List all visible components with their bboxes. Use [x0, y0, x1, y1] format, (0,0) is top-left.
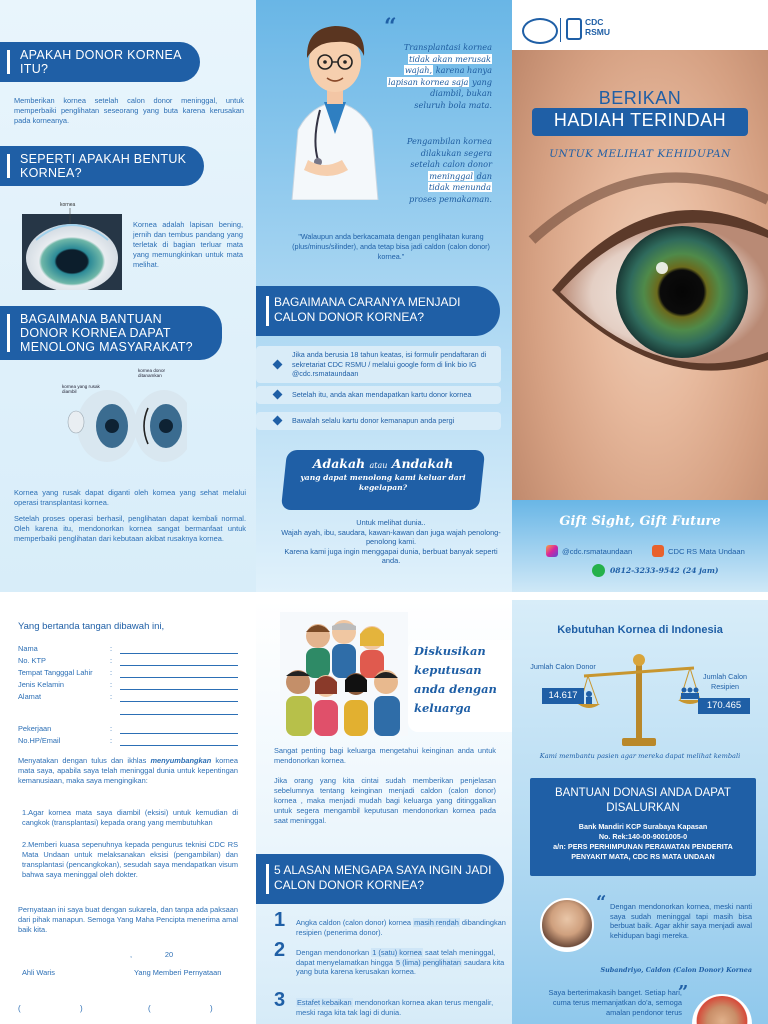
testimonial-photo-avatar	[540, 898, 594, 952]
recipient-count: 170.465	[698, 698, 750, 714]
step-bullet-icon	[273, 359, 283, 369]
sig-declarant-paren-open: (	[148, 1004, 151, 1013]
whatsapp-icon	[592, 564, 605, 577]
step-bullet-icon	[273, 390, 283, 400]
cover-subtitle: UNTUK MELIHAT KEHIDUPAN	[549, 148, 731, 160]
testimonial-2: Saya berterimakasih banget. Setiap hari, cuma terus memanjatkan do'a, semoga amalan pendonor terus	[548, 988, 682, 1017]
cover-tagline: Gift Sight, Gift Future	[559, 514, 721, 529]
reasons-heading-bar	[256, 854, 504, 904]
sig-label-heir: Ahli Waris	[22, 968, 55, 977]
form-row-ttl[interactable]: Tempat Tangggal Lahir :	[18, 668, 238, 680]
banner-text: Adakah atau Andakah yang dapat menolong kami keluar dari kegelapan?	[300, 456, 466, 492]
heading-what-is: APAKAH DONOR KORNEA ITU?	[0, 42, 200, 82]
heading-how-to-become: BAGAIMANA CARANYA MENJADI CALON DONOR KORNEA?	[274, 295, 461, 324]
panel-doctor-info	[256, 0, 512, 592]
form-row-nama[interactable]: Nama :	[18, 644, 238, 656]
testimonial-1-author: Subandriyo, Caldon (Calon Donor) Kornea	[600, 966, 752, 974]
step-bullet-icon	[273, 416, 283, 426]
label-donor-cornea: kornea donor ditanamkan	[138, 368, 166, 379]
whatsapp-number[interactable]: 0812-3233-9542 (24 jam)	[610, 566, 719, 575]
how-heading-bar	[256, 286, 500, 336]
quote-close-icon: ”	[678, 982, 689, 1003]
bank-title: BANTUAN DONASI ANDA DAPAT DISALURKAN	[555, 787, 731, 814]
recipient-label: Jumlah Calon Resipien	[703, 672, 747, 691]
panel-cover	[512, 0, 768, 592]
cdc-logo-icon	[566, 18, 582, 40]
sig-heir-paren-close: )	[80, 1004, 83, 1013]
text-after-surgery: Setelah proses operasi berhasil, penglihatan dapat kembali normal. Oleh karena itu, mendonorkan kornea sangat bermanfaat untuk memperbaiki penglihatan dari kebutaan akibat rusaknya kornea.	[14, 514, 246, 543]
label-kornea: kornea	[60, 202, 76, 208]
quote-transplant: Transplantasi kornea tidak akan merusak wajah, karena hanya lapisan kornea saja yang diambil, bukan seluruh bola mata.	[388, 42, 492, 110]
cover-title-1: BERIKAN	[598, 88, 682, 108]
reason-2: 2 Dengan mendonorkan 1 (satu) kornea saat telah meninggal, dapat menyelamatkan hingga 5 (lima) penglihatan saudara kita yang buta karena kerusakan kornea.	[274, 939, 505, 976]
panel-family-reasons	[256, 600, 512, 1024]
discuss-heading: Diskusikan keputusan anda dengan keluarga	[414, 644, 497, 715]
panel-needs-donation	[512, 600, 768, 1024]
donor-label: Jumlah Calon Donor	[530, 662, 596, 671]
step-2: Setelah itu, anda akan mendapatkan kartu donor kornea	[256, 386, 501, 404]
cover-title-2: HADIAH TERINDAH	[553, 110, 727, 130]
eye-cornea-illustration	[22, 200, 122, 290]
label-damaged-cornea: kornea yang rusak diambil	[62, 384, 100, 395]
form-row-gender[interactable]: Jenis Kelamin :	[18, 680, 238, 692]
quote-retrieval: Pengambilan kornea dilakukan segera setelah calon donor meninggal dan tidak menunda proses pemakaman.	[406, 136, 492, 204]
declaration-closing: Pernyataan ini saya buat dengan sukarela, dan tanpa ada paksaan dari pihak manapun. Semoga Yang Maha Pencipta menerima amal baik kita.	[18, 905, 238, 934]
bank-holder: a/n: PERS PERHIMPUNAN PERAWATAN PENDERITA PENYAKIT MATA, CDC RS MATA UNDAAN	[553, 842, 733, 861]
closing-text: Untuk melihat dunia.. Wajah ayah, ibu, saudara, kawan-kawan dan juga wajah penolong-penolong kami. Karena kami juga ingin menggapai dunia, berbuat banyak seperti anda.	[281, 518, 501, 566]
heading-cornea-shape: SEPERTI APAKAH BENTUK KORNEA?	[0, 146, 204, 186]
scale-icon	[578, 652, 702, 748]
declaration-item-1: 1.Agar kornea mata saya diambil (eksisi) untuk kemudian di cangkok (transplantasi) kepada orang yang membutuhkan	[22, 808, 238, 827]
heading-how-helps: BAGAIMANA BANTUAN DONOR KORNEA DAPAT MENOLONG MASYARAKAT?	[0, 306, 222, 360]
form-intro: Yang bertanda tangan dibawah ini,	[18, 621, 165, 632]
scale-caption: Kami membantu pasien agar mereka dapat melihat kembali	[539, 752, 741, 760]
declaration-item-2: 2.Memberi kuasa sepenuhnya kepada pengurus teknisi CDC RS Mata Undaan untuk melaksanakan eksisi (pengambilan) dan transplantasi (pencangkokan), sesudah saya mendapatkan visum bahwa saya meninggal oleh dokter.	[22, 840, 238, 879]
form-row-contact[interactable]: No.HP/Email :	[18, 736, 238, 748]
instagram-handle[interactable]: @cdc.rsmataundaan	[562, 547, 633, 556]
sig-heir-paren-open: (	[18, 1004, 21, 1013]
form-row-alamat[interactable]: Alamat :	[18, 692, 238, 704]
step-1: Jika anda berusia 18 tahun keatas, isi formulir pendaftaran di sekretariat CDC RSMU / melalui google form di link bio IG @cdc.rsmataundaan	[256, 346, 501, 383]
sig-declarant-paren-close: )	[210, 1004, 213, 1013]
declaration-text: Menyatakan dengan tulus dan ikhlas menyumbangkan kornea mata saya, apabila saya telah meninggal dunia untuk kepentingan kemanusiaan, maka saya mengingikan:	[18, 756, 239, 785]
date-field[interactable]: , 20	[130, 950, 174, 959]
quote-open-icon: “	[596, 892, 607, 913]
bank-account[interactable]: No. Rek:140-00-9001005-0	[598, 832, 688, 841]
sig-label-declarant: Yang Memberi Pernyataan	[134, 968, 222, 977]
donor-count: 14.617	[542, 688, 584, 704]
family-illustration	[280, 612, 408, 736]
form-address-line[interactable]	[120, 714, 238, 715]
glasses-note: "Walaupun anda berkacamata dengan penglihatan kurang (plus/minus/silinder), anda tetap bisa jadi caldon (calon donor) kornea."	[292, 232, 490, 261]
testimonial-2-avatar	[692, 994, 752, 1024]
heading-five-reasons: 5 ALASAN MENGAPA SAYA INGIN JADI CALON DONOR KORNEA?	[274, 863, 492, 892]
form-row-ktp[interactable]: No. KTP :	[18, 656, 238, 668]
reason-1: 1 Angka caldon (calon donor) kornea masih rendah dibandingkan resipien (penerima donor).	[274, 909, 506, 937]
youtube-channel[interactable]: CDC RS Mata Undaan	[668, 547, 745, 556]
reason-3: 3 Estafet kebaikan mendonorkan kornea akan terus mengalir, meski raga kita tak lagi di dunia.	[274, 989, 494, 1017]
text-what-is: Memberikan kornea setelah calon donor meninggal, untuk memperbaiki penglihatan seseorang yang buta karena kerusakan pada korneanya.	[14, 96, 244, 125]
quote-mark: “	[384, 14, 397, 40]
bank-name: Bank Mandiri KCP Surabaya Kapasan	[578, 822, 708, 831]
text-replace-cornea: Kornea yang rusak dapat diganti oleh kornea yang sehat melalui operasi transplantasi kornea.	[14, 488, 246, 507]
youtube-icon	[652, 545, 664, 557]
family-explanation: Jika orang yang kita cintai sudah memberikan penjelasan sebelumnya tentang keinginan menjadi caldon (calon donor) kornea , maka menjadi mudah bagi keluarga yang ditinggalkan untuk segera mengambil keputusan mendonorkan kornea pada saat meninggal.	[274, 776, 496, 825]
needs-title: Kebutuhan Kornea di Indonesia	[557, 624, 723, 636]
family-importance: Sangat penting bagi keluarga mengetahui keinginan anda untuk mendonorkan kornea.	[274, 746, 496, 765]
testimonial-1: Dengan mendonorkan kornea, meski nanti saya sudah meninggal tapi masih bisa berbuat baik. Agar akhir saya menjadi awal kehidupan bagi mereka.	[610, 902, 752, 940]
instagram-icon	[546, 545, 558, 557]
panel-what-is-cornea-donor	[0, 0, 256, 592]
panel-declaration-form	[0, 600, 256, 1024]
step-3: Bawalah selalu kartu donor kemanapun anda pergi	[256, 412, 501, 430]
text-cornea-shape: Kornea adalah lapisan bening, jernih dan tembus pandang yang terletak di bagian terluar mata yang memungkinkan untuk mata melihat.	[133, 220, 243, 269]
form-row-job[interactable]: Pekerjaan :	[18, 724, 238, 736]
logo-text: CDC RSMU	[585, 17, 611, 37]
eye-logo-icon	[522, 18, 558, 44]
